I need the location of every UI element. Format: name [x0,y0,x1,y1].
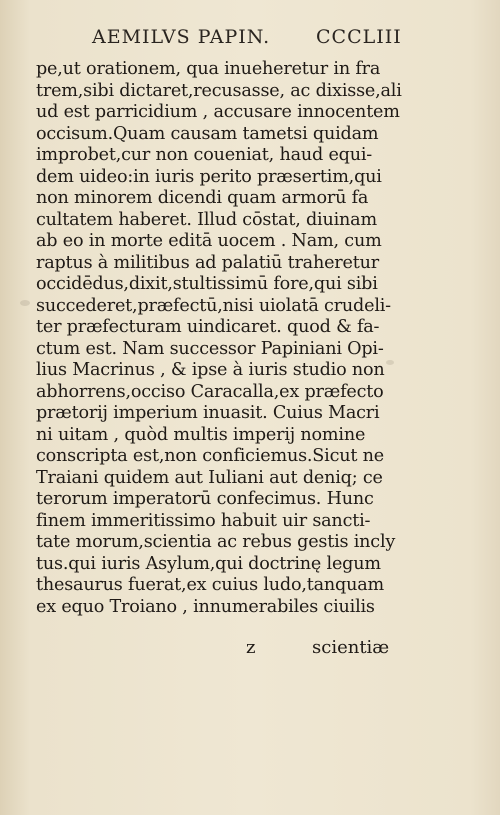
text-line: tate morum,scientia ac rebus gestis incly [36,532,396,552]
page-header [0,22,500,52]
text-line: dem uideo:in iuris perito præsertim,qui [36,166,382,187]
text-line: non minorem dicendi quam armorū fa [36,188,369,208]
text-line: improbet,cur non coueniat, haud equi- [36,145,373,165]
text-line: cultatem haberet. Illud cōstat, diuinam [36,209,377,230]
text-line: ni uitam , quòd multis imperij nomine [36,424,366,445]
text-line: ter præfecturam uindicaret. quod & fa- [36,317,380,337]
text-line: prætorij imperium inuasit. Cuius Macri [36,403,380,423]
text-line: occidēdus,dixit,stultissimū fore,qui sibi [36,274,378,294]
text-line: terorum imperatorū confecimus. Hunc [36,489,374,509]
page-footer [0,637,500,661]
text-line: ctum est. Nam successor Papiniani Opi- [36,338,384,359]
text-line: pe,ut orationem, qua inueheretur in fra [36,59,381,79]
text-line: Traiani quidem aut Iuliani aut deniq; ce [36,467,383,488]
text-line: abhorrens,occiso Caracalla,ex præfecto [36,381,384,402]
text-line: ex equo Troiano , innumerabiles ciuilis [36,596,375,617]
text-line: finem immeritissimo habuit uir sancti- [36,510,371,531]
text-line: conscripta est,non conficiemus.Sicut ne [36,446,384,466]
catchword: scientiæ [312,637,390,658]
text-line: tus.qui iuris Asylum,qui doctrinę legum [36,553,381,574]
text-line: ud est parricidium , accusare innocentem [36,102,400,122]
text-line: ab eo in morte editā uocem . Nam, cum [36,231,382,251]
text-line: occisum.Quam causam tametsi quidam [36,123,379,144]
paper-stain [386,360,394,365]
signature-mark: z [246,637,256,658]
paper-stain [20,300,30,306]
body-text [36,59,402,618]
text-line: lius Macrinus , & ipse à iuris studio non [36,360,385,380]
text-line: raptus à militibus ad palatiū traheretur [36,252,379,273]
running-head: AEMILVS PAPIN. [92,26,271,48]
text-line: succederet,præfectū,nisi uiolatā crudeli- [36,295,391,316]
folio-number: CCCLIII [316,26,402,48]
text-line: trem,sibi dictaret,recusasse, ac dixisse,ali [36,80,402,101]
text-line: thesaurus fuerat,ex cuius ludo,tanquam [36,575,384,595]
